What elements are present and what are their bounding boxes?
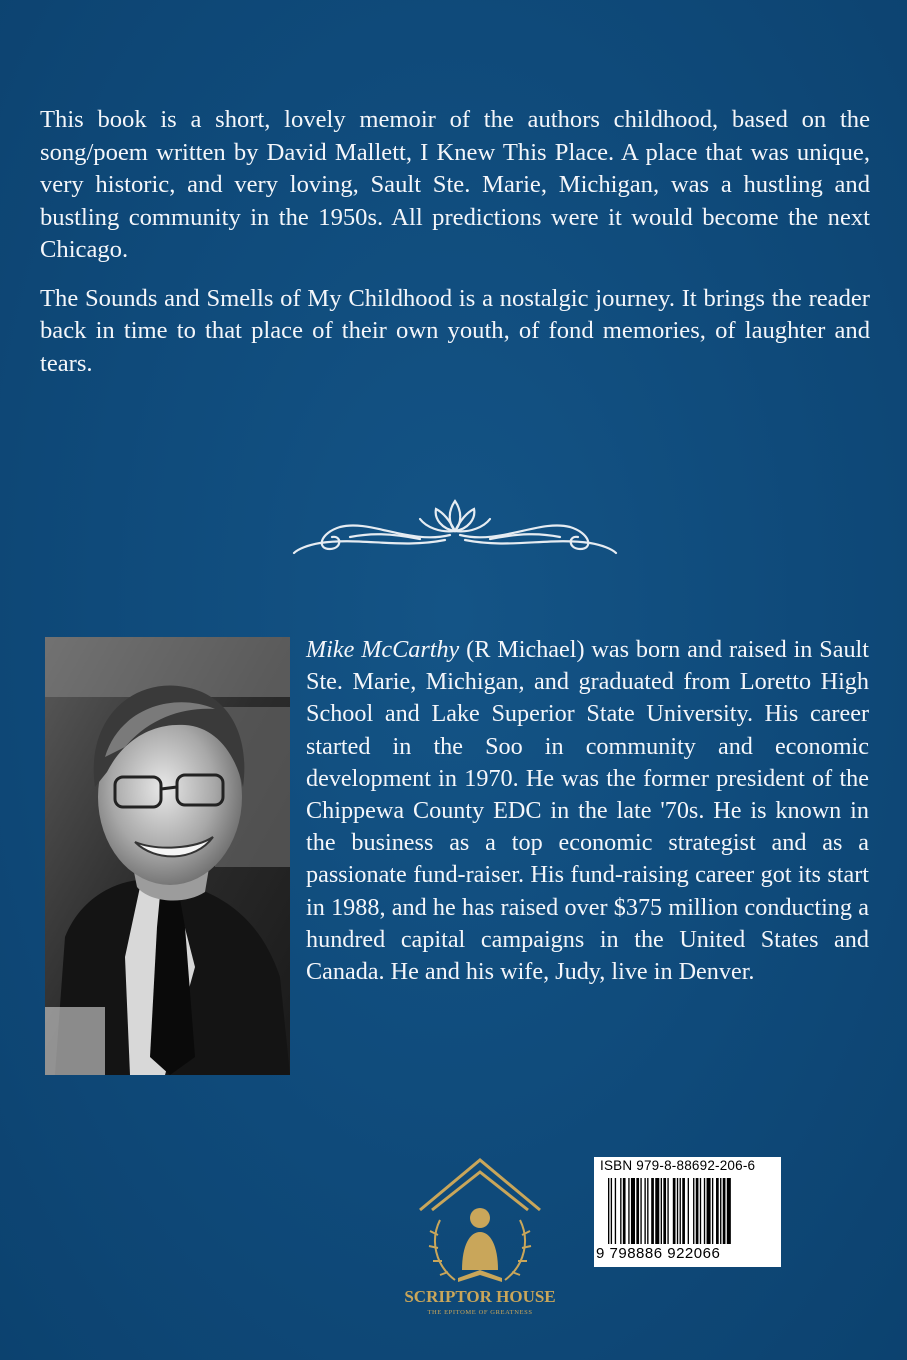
house-roof-icon	[420, 1160, 540, 1210]
blurb-paragraph-2: The Sounds and Smells of My Childhood is a nostalgic journey. It brings the reader back in time to that place of their own youth, of fond memories, of laughter and tears.	[40, 284, 870, 377]
barcode-digits: 9 798886 922066	[596, 1245, 721, 1262]
barcode-bar	[663, 1178, 666, 1244]
barcode-bar	[631, 1178, 635, 1244]
publisher-name: SCRIPTOR HOUSE	[404, 1287, 556, 1306]
author-bio	[306, 634, 869, 988]
isbn-label: ISBN 979-8-88692-206-6	[600, 1158, 756, 1173]
flourish-ornament-icon	[290, 493, 620, 559]
barcode-bar	[680, 1178, 681, 1244]
barcode-bar	[636, 1178, 639, 1244]
barcode-bar	[712, 1178, 713, 1244]
barcode-bar	[647, 1178, 648, 1244]
barcode-bars-icon	[608, 1178, 776, 1244]
barcode-bar	[673, 1178, 676, 1244]
barcode-bar	[640, 1178, 641, 1244]
barcode-bar	[696, 1178, 699, 1244]
blurb-paragraph-1: This book is a short, lovely memoir of the authors childhood, based on the song/poem written by David Mallett, I Knew This Place. A place that was unique, very historic, and very loving, Sault Ste. Marie, Michigan, was a hustling and bustling community in the 1950s. All predictions were it would become the next Chicago.	[40, 106, 870, 263]
back-cover-blurb	[40, 104, 870, 396]
scriptor-house-logo	[380, 1140, 580, 1320]
barcode-bar	[661, 1178, 662, 1244]
barcode-bar	[720, 1178, 721, 1244]
barcode-bar	[655, 1178, 659, 1244]
barcode-bar	[693, 1178, 694, 1244]
barcode-bar	[611, 1178, 612, 1244]
barcode-bar	[723, 1178, 726, 1244]
barcode-bar	[615, 1178, 616, 1244]
author-photo	[45, 637, 290, 1075]
author-name: Mike McCarthy	[306, 636, 460, 663]
barcode-bar	[700, 1178, 701, 1244]
barcode-bar	[704, 1178, 705, 1244]
barcode-bar	[707, 1178, 711, 1244]
barcode-bar	[688, 1178, 689, 1244]
author-bio-text: (R Michael) was born and raised in Sault Ste. Marie, Michigan, and graduated from Loretto High School and Lake Superior State University. His career started in the Soo in community and economic development in 1970. He was the former president of the Chippewa County EDC in the late '70s. He is known in the business as a top economic strategist and as a passionate fund-raiser. His fund-raising career got its start in 1988, and he has raised over $375 million conducting a hundred capital campaigns in the United States and Canada. He and his wife, Judy, live in Denver.	[306, 636, 869, 986]
barcode-bar	[608, 1178, 609, 1244]
barcode-bar	[682, 1178, 685, 1244]
barcode-bar	[644, 1178, 645, 1244]
author-portrait-icon	[45, 637, 290, 1075]
publisher-tagline: THE EPITOME OF GREATNESS	[427, 1309, 533, 1316]
barcode-bar	[716, 1178, 719, 1244]
barcode-bar	[677, 1178, 678, 1244]
barcode-bar	[727, 1178, 731, 1244]
barcode-bar	[620, 1178, 621, 1244]
barcode-bar	[623, 1178, 626, 1244]
isbn-barcode	[594, 1157, 781, 1267]
barcode-bar	[667, 1178, 668, 1244]
reader-silhouette-icon	[458, 1208, 502, 1282]
barcode-bar	[651, 1178, 654, 1244]
barcode-bar	[628, 1178, 629, 1244]
